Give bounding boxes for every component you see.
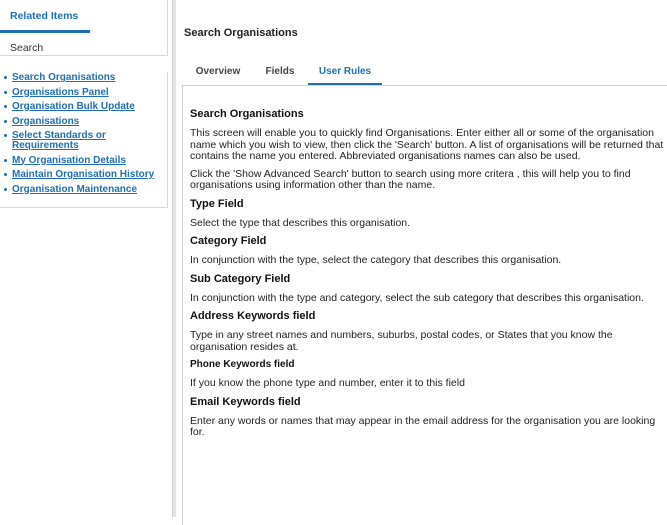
sidebar-links [0,72,168,208]
section-text: If you know the phone type and number, enter it to this field [190,377,465,389]
list-item [0,117,167,127]
section-heading: Phone Keywords field [190,359,295,370]
list-item [0,88,167,98]
tab-user-rules[interactable]: User Rules [308,61,382,86]
sidebar [0,0,168,517]
section-heading: Search Organisations [190,108,304,120]
section-text: In conjunction with the type and category, select the sub category that describes this organisation. [190,291,644,304]
section-heading: Address Keywords field [190,310,316,322]
page-title: Search Organisations [184,27,298,39]
section-text: Click the 'Show Advanced Search' button to search using more critera , this will help you to find organisations using information other than the name. [190,167,631,191]
help-tabs [184,61,382,83]
link-my-organisation-details[interactable]: My Organisation Details [12,154,126,166]
help-content [190,108,665,445]
list-item [0,170,167,180]
list-item [0,73,167,83]
section-text: This screen will enable you to quickly find Organisations. Enter either all or some of the organisation name which you wish to view, then click the 'Search' button. A list of organisations will be returned that contains the name you entered. Abbreviated organisations names can also be used. [190,127,664,162]
section-text: Type in any street names and numbers, suburbs, postal codes, or States that you know the organisation resides at. [190,329,613,353]
section-text: Enter any words or names that may appear in the email address for the organisation you are looking for. [190,414,656,438]
list-item [0,156,167,166]
link-maintain-organisation-history[interactable]: Maintain Organisation History [12,169,155,180]
tab-overview[interactable]: Overview [195,66,241,77]
sidebar-tabs [0,0,168,56]
link-organisation-bulk-update[interactable]: Organisation Bulk Update [12,101,135,112]
link-organisations[interactable]: Organisations [12,115,80,127]
link-search-organisations[interactable]: Search Organisations [12,72,116,83]
section-text: In conjunction with the type, select the category that describes this organisation. [190,254,562,266]
tab-fields[interactable]: Fields [265,66,295,77]
section-text: Select the type that describes this organisation. [190,216,411,229]
link-organisation-maintenance[interactable]: Organisation Maintenance [12,183,138,195]
link-organisations-panel[interactable]: Organisations Panel [12,86,109,98]
user-rules-panel [182,85,667,525]
tab-search[interactable]: Search [10,42,44,54]
tab-related-items[interactable]: Related Items [0,0,90,33]
section-heading: Type Field [190,197,244,210]
section-heading: Email Keywords field [190,395,301,408]
list-item [0,185,167,195]
list-item [0,102,167,112]
link-select-standards[interactable]: Select Standards or Requirements [12,130,106,151]
list-item [0,131,112,151]
section-heading: Category Field [190,235,267,247]
main-content [176,0,667,517]
section-heading: Sub Category Field [190,272,291,285]
